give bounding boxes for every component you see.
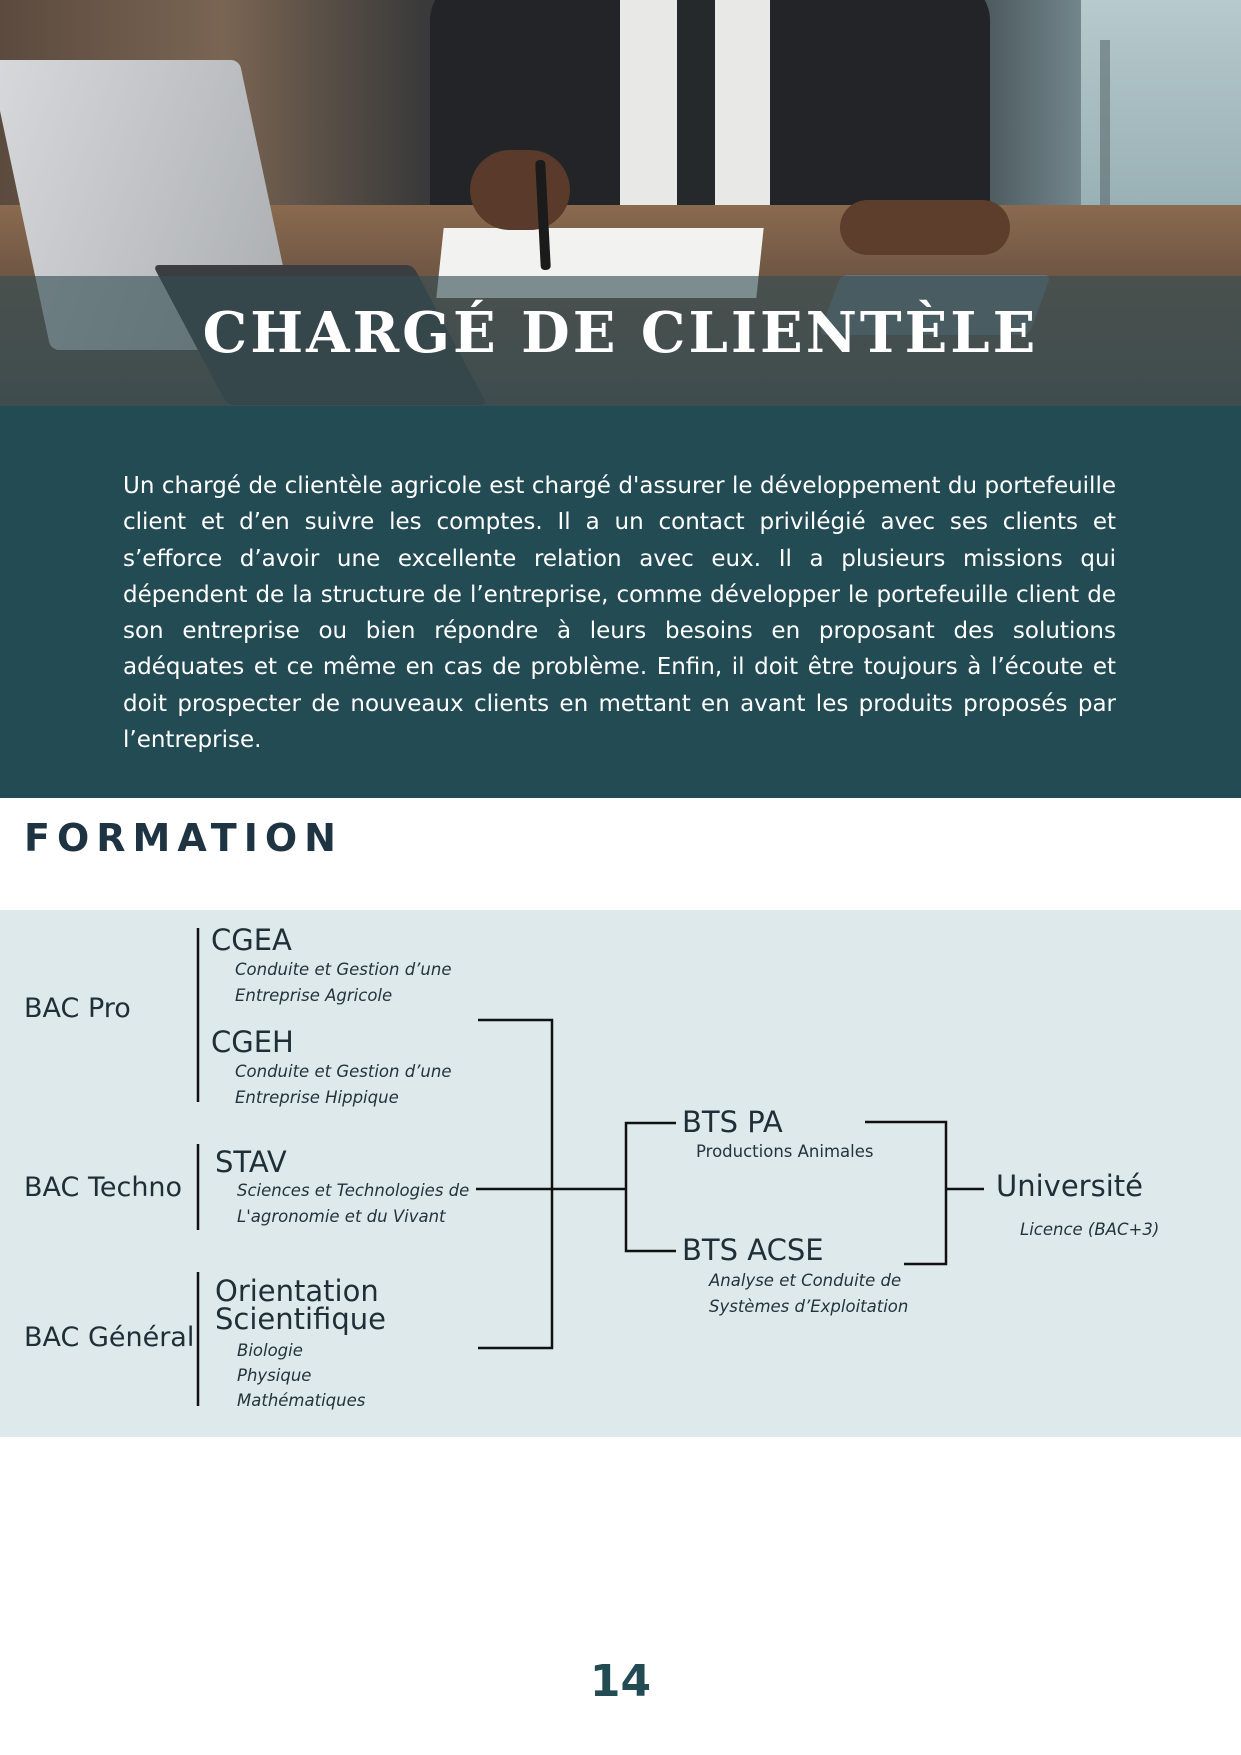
page-number: 14 <box>589 1656 652 1707</box>
bac-pro-label: BAC Pro <box>24 993 131 1024</box>
photo-tie <box>677 0 715 215</box>
subject-physique: Physique <box>237 1366 312 1385</box>
cgea-label: CGEA <box>211 923 292 957</box>
bts-acse-desc-line1: Analyse et Conduite de <box>709 1271 902 1290</box>
bts-pa-desc: Productions Animales <box>696 1142 874 1161</box>
stav-desc-line1: Sciences et Technologies de <box>237 1181 470 1200</box>
cgea-desc-line2: Entreprise Agricole <box>235 986 393 1005</box>
photo-hand-right <box>840 200 1010 255</box>
bts-acse-label: BTS ACSE <box>682 1233 824 1267</box>
subject-biologie: Biologie <box>237 1341 303 1360</box>
cgeh-desc-line1: Conduite et Gestion d’une <box>235 1062 452 1081</box>
bts-pa-label: BTS PA <box>682 1105 783 1139</box>
orientation-label-line2: Scientifique <box>215 1302 386 1336</box>
bac-general-label: BAC Général <box>24 1322 195 1353</box>
stav-desc-line2: L'agronomie et du Vivant <box>237 1207 446 1226</box>
join-bac-pro <box>478 1020 552 1348</box>
page-title: CHARGÉ DE CLIENTÈLE <box>202 300 1039 366</box>
formation-heading: FORMATION <box>24 816 343 860</box>
join-bts-pa <box>865 1122 946 1264</box>
stav-label: STAV <box>215 1145 287 1179</box>
subject-mathematiques: Mathématiques <box>237 1391 366 1410</box>
photo-hand-left <box>470 150 570 230</box>
university-desc: Licence (BAC+3) <box>1020 1220 1160 1239</box>
bac-techno-label: BAC Techno <box>24 1172 183 1203</box>
university-label: Université <box>996 1169 1143 1203</box>
orientation-label-line1: Orientation <box>215 1274 379 1308</box>
bts-split <box>626 1123 676 1251</box>
intro-paragraph: Un chargé de clientèle agricole est chargé d'assurer le développement du portefeuille client et d’en suivre les comptes. Il a un contact privilégié avec ses clients et s’efforce d’avoir une excellente relation avec eux. Il a plusieurs missions qui dépendent de la structure de l’entreprise, comme développer le portefeuille client de son entreprise ou bien répondre à leurs besoins en proposant des solutions adéquates et ce même en cas de problème. Enfin, il doit être toujours à l’écoute et doit prospecter de nouveaux clients en mettant en avant les produits proposés par l’entreprise. <box>123 473 1116 754</box>
cgeh-desc-line2: Entreprise Hippique <box>235 1088 399 1107</box>
cgeh-label: CGEH <box>211 1025 294 1059</box>
bts-acse-desc-line2: Systèmes d’Exploitation <box>709 1297 909 1316</box>
cgea-desc-line1: Conduite et Gestion d’une <box>235 960 452 979</box>
